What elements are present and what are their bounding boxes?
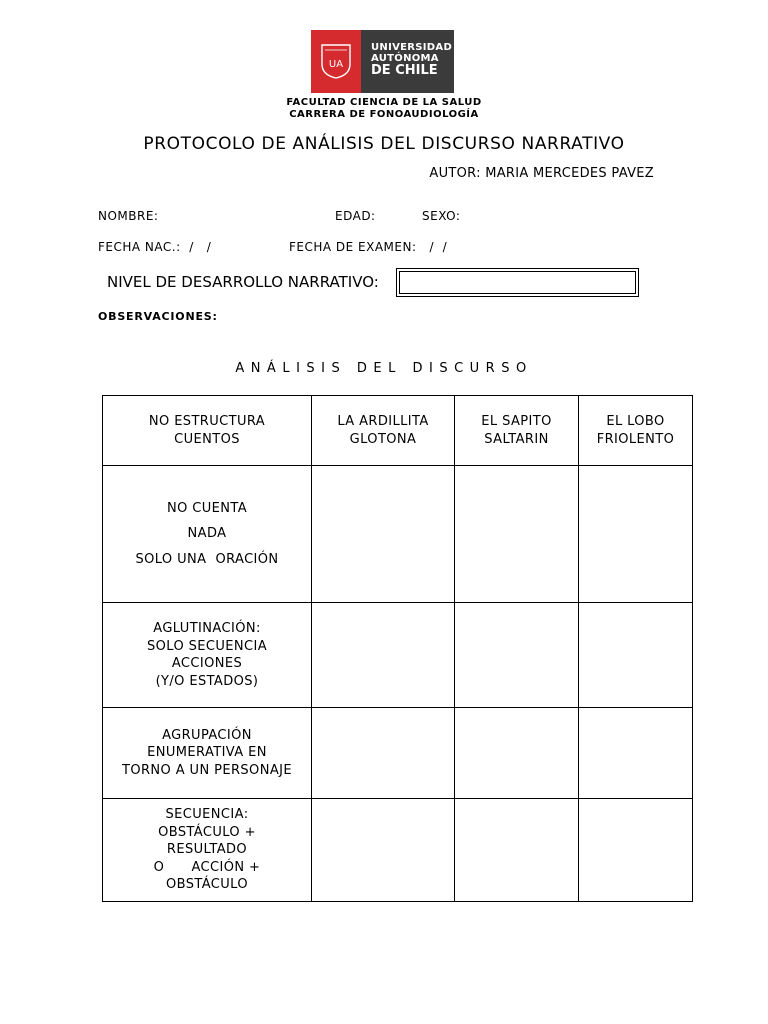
score-cell[interactable] <box>455 466 579 603</box>
score-cell[interactable] <box>455 799 579 902</box>
score-cell[interactable] <box>579 708 693 799</box>
header-sapito: EL SAPITO SALTARIN <box>455 396 579 466</box>
author-line: AUTOR: MARIA MERCEDES PAVEZ <box>429 166 654 181</box>
observaciones-label: OBSERVACIONES: <box>98 310 218 323</box>
score-cell[interactable] <box>579 799 693 902</box>
score-cell[interactable] <box>579 603 693 708</box>
shield-icon <box>320 42 352 80</box>
sexo-label: SEXO: <box>422 209 461 223</box>
fecha-nac-label: FECHA NAC.: / / <box>98 240 212 254</box>
fecha-examen-label: FECHA DE EXAMEN: / / <box>289 240 448 254</box>
table-header-row <box>103 396 693 466</box>
row-label-aglutinacion: AGLUTINACIÓN: SOLO SECUENCIA ACCIONES (Y/O ESTADOS) <box>103 603 312 708</box>
row-label-no-cuenta: NO CUENTA NADA SOLO UNA ORACIÓN <box>103 466 312 603</box>
logo-line-3: DE CHILE <box>371 63 438 78</box>
score-cell[interactable] <box>312 799 455 902</box>
table-row <box>103 708 693 799</box>
edad-label: EDAD: <box>335 209 376 223</box>
score-cell[interactable] <box>455 603 579 708</box>
score-cell[interactable] <box>579 466 693 603</box>
analysis-table <box>102 395 693 902</box>
table-row <box>103 466 693 603</box>
score-cell[interactable] <box>312 708 455 799</box>
row-label-secuencia: SECUENCIA: OBSTÁCULO + RESULTADO O ACCIÓN + OBSTÁCULO <box>103 799 312 902</box>
section-title: ANÁLISIS DEL DISCURSO <box>235 361 533 376</box>
header-lobo: EL LOBO FRIOLENTO <box>579 396 693 466</box>
table-row <box>103 799 693 902</box>
nombre-label: NOMBRE: <box>98 209 159 223</box>
logo-line-2: AUTÓNOMA <box>371 53 439 64</box>
svg-text:UA: UA <box>328 59 344 70</box>
score-cell[interactable] <box>312 466 455 603</box>
logo-red-panel <box>311 30 361 93</box>
score-cell[interactable] <box>312 603 455 708</box>
nivel-label: NIVEL DE DESARROLLO NARRATIVO: <box>107 273 379 291</box>
career-name: CARRERA DE FONOAUDIOLOGÍA <box>289 109 479 120</box>
table-row <box>103 603 693 708</box>
logo-wordmark <box>361 30 454 93</box>
header-ardillita: LA ARDILLITA GLOTONA <box>312 396 455 466</box>
university-logo <box>311 30 454 93</box>
page-title: PROTOCOLO DE ANÁLISIS DEL DISCURSO NARRATIVO <box>143 134 625 154</box>
logo-line-1: UNIVERSIDAD <box>371 42 453 53</box>
nivel-input-box[interactable] <box>396 268 639 297</box>
header-no-estructura: NO ESTRUCTURA CUENTOS <box>103 396 312 466</box>
row-label-agrupacion: AGRUPACIÓN ENUMERATIVA EN TORNO A UN PERSONAJE <box>103 708 312 799</box>
faculty-name: FACULTAD CIENCIA DE LA SALUD <box>286 97 482 108</box>
score-cell[interactable] <box>455 708 579 799</box>
nivel-input-inner <box>399 271 636 294</box>
faculty-heading <box>0 97 768 121</box>
